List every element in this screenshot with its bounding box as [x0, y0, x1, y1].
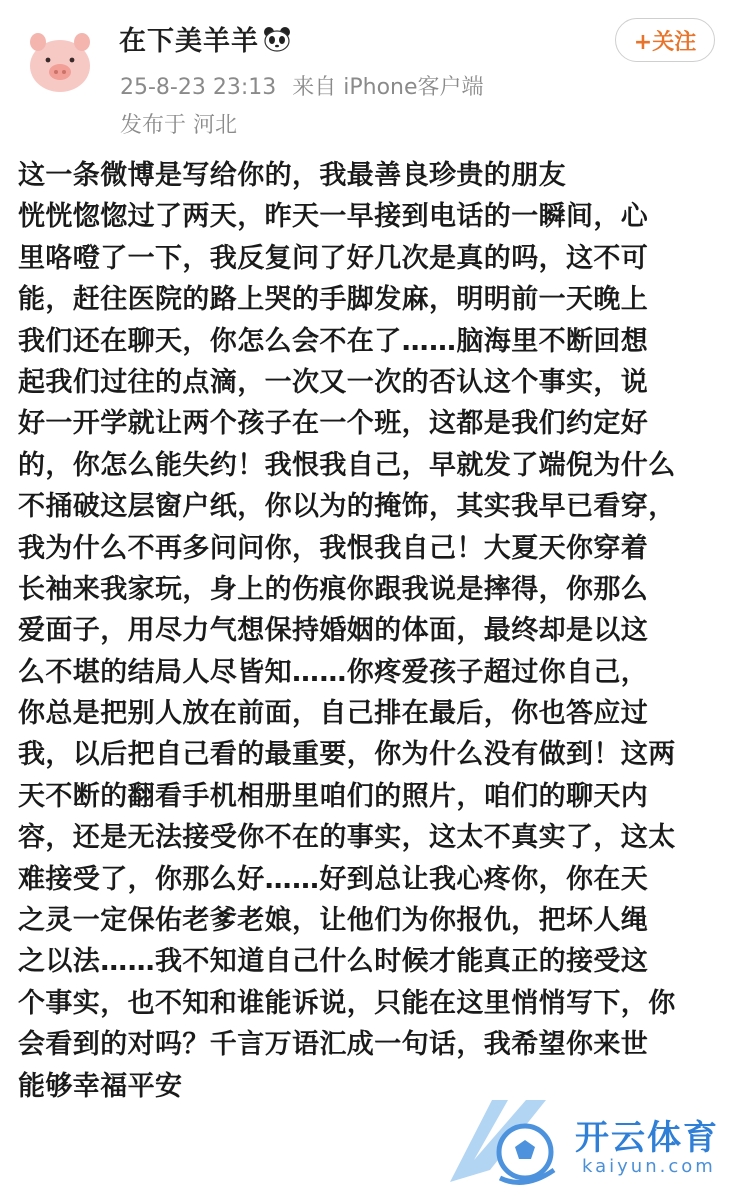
- post-line: 么不堪的结局人尽皆知……你疼爱孩子超过你自己，: [18, 656, 649, 688]
- post-line: 爱面子，用尽力气想保持婚姻的体面，最终却是以这: [18, 615, 649, 647]
- post-line: 容，还是无法接受你不在的事实，这太不真实了，这太: [18, 822, 676, 854]
- pig-avatar-icon: [20, 20, 100, 100]
- post-line: 的，你怎么能失约！我恨我自己，早就发了端倪为什么: [18, 449, 676, 481]
- post-line: 好一开学就让两个孩子在一个班，这都是我们约定好: [18, 408, 649, 440]
- post-location: 发布于 河北: [120, 113, 237, 138]
- post-source: 来自 iPhone客户端: [292, 75, 484, 100]
- post-line: 之以法……我不知道自己什么时候才能真正的接受这: [18, 946, 649, 978]
- post-line: 这一条微博是写给你的，我最善良珍贵的朋友: [18, 160, 566, 191]
- post-line: 里咯噔了一下，我反复问了好几次是真的吗，这不可: [18, 242, 649, 274]
- post-line: 恍恍惚惚过了两天，昨天一早接到电话的一瞬间，心: [18, 201, 649, 233]
- watermark-title: 开云体育: [575, 1118, 719, 1158]
- username[interactable]: [119, 19, 291, 59]
- post-line: 你总是把别人放在前面，自己排在最后，你也答应过: [18, 698, 649, 730]
- watermark-subtitle: kaiyun.com: [582, 1156, 716, 1177]
- post-line: 我为什么不再多问问你，我恨我自己！大夏天你穿着: [18, 532, 649, 564]
- post-body: [18, 155, 728, 1107]
- post-meta: [120, 70, 484, 101]
- post-line: 能够幸福平安: [18, 1070, 183, 1102]
- post-line: 起我们过往的点滴，一次又一次的否认这个事实，说: [18, 366, 649, 398]
- panda-icon: [263, 26, 291, 59]
- username-text: 在下美羊羊: [119, 26, 259, 57]
- post-line: 个事实，也不知和谁能诉说，只能在这里悄悄写下，你: [18, 987, 676, 1019]
- post-line: 会看到的对吗？千言万语汇成一句话，我希望你来世: [18, 1029, 649, 1061]
- post-line: 难接受了，你那么好……好到总让我心疼你，你在天: [18, 863, 649, 895]
- avatar[interactable]: [20, 20, 100, 100]
- post-line: 之灵一定保佑老爹老娘，让他们为你报仇，把坏人绳: [18, 905, 649, 937]
- post-timestamp: 25-8-23 23:13: [120, 75, 277, 100]
- post-line: 能，赶往医院的路上哭的手脚发麻，明明前一天晚上: [18, 284, 649, 316]
- post-line: 我们还在聊天，你怎么会不在了……脑海里不断回想: [18, 325, 649, 357]
- post-line: 天不断的翻看手机相册里咱们的照片，咱们的聊天内: [18, 780, 649, 812]
- post-line: 长袖来我家玩，身上的伤痕你跟我说是摔得，你那么: [18, 573, 649, 605]
- post-line: 不捅破这层窗户纸，你以为的掩饰，其实我早已看穿，: [18, 491, 676, 523]
- follow-button[interactable]: +关注: [615, 18, 715, 62]
- post-line: 我，以后把自己看的最重要，你为什么没有做到！这两: [18, 739, 676, 771]
